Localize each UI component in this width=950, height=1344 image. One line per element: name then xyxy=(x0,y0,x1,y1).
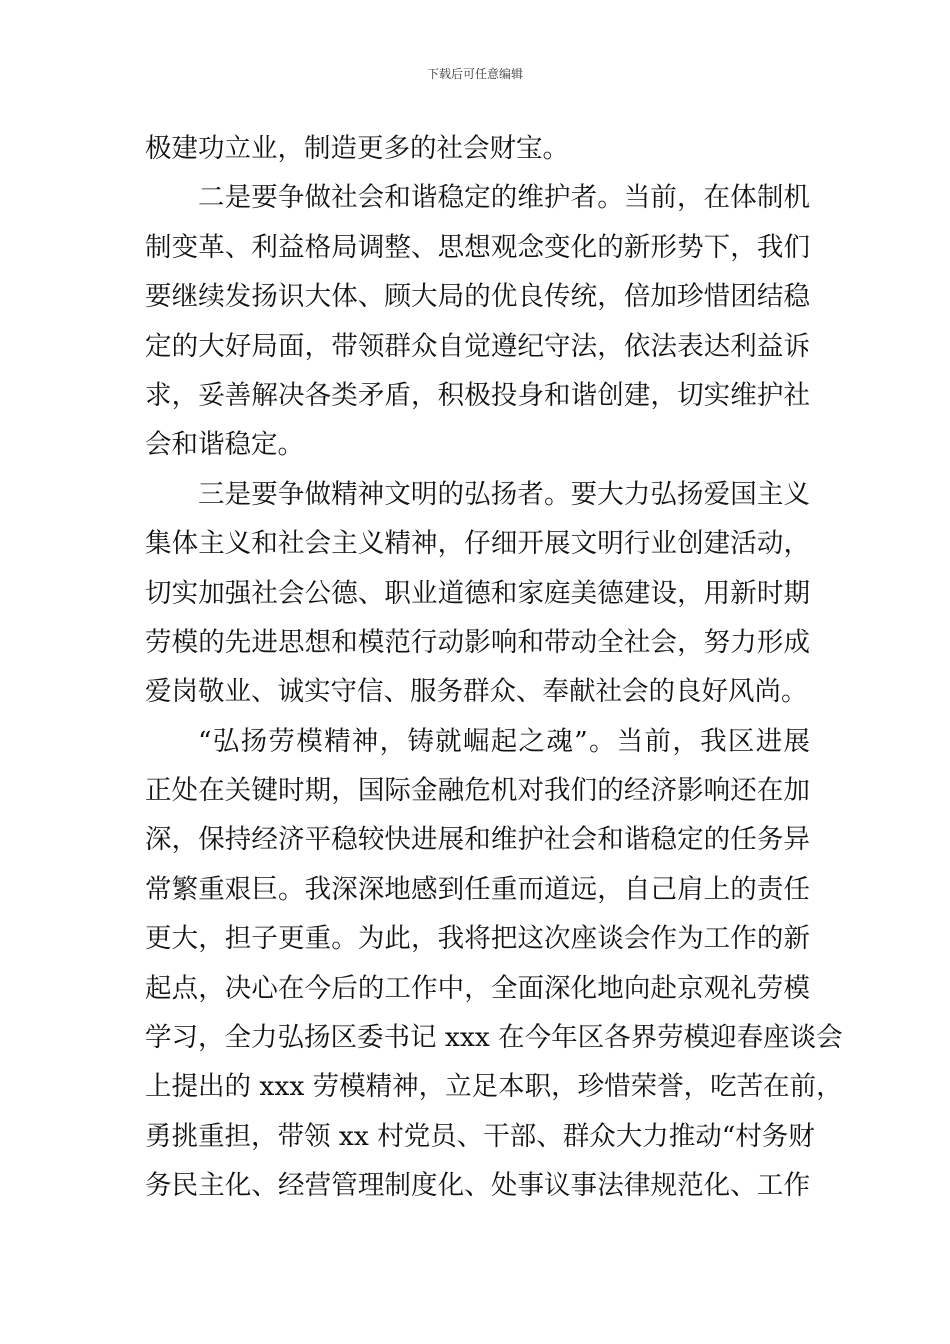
text-line: 深，保持经济平稳较快进展和维护社会和谐稳定的任务异 xyxy=(145,824,810,856)
page-header: 下载后可任意编辑 xyxy=(426,67,523,81)
text-line: 爱岗敬业、诚实守信、服务群众、奉献社会的良好风尚。 xyxy=(145,676,808,708)
text-line: 正处在关键时期，国际金融危机对我们的经济影响还在加 xyxy=(145,775,810,807)
text-line: 制变革、利益格局调整、思想观念变化的新形势下，我们 xyxy=(145,231,810,263)
text-line: 劳模的先进思想和模范行动影响和带动全社会，努力形成 xyxy=(145,626,810,658)
text-line: 勇挑重担，带领 xx 村党员、干部、群众大力推动“村务财 xyxy=(145,1120,815,1152)
document-body xyxy=(145,124,843,1211)
text-line: 要继续发扬识大体、顾大局的优良传统，倍加珍惜团结稳 xyxy=(145,281,810,313)
text-line: 求，妥善解决各类矛盾，积极投身和谐创建，切实维护社 xyxy=(145,379,810,411)
text-line: 三是要争做精神文明的弘扬者。要大力弘扬爱国主义 xyxy=(198,478,810,510)
text-line: 学习，全力弘扬区委书记 xxx 在今年区各界劳模迎春座谈会 xyxy=(145,1022,843,1054)
text-line: 切实加强社会公德、职业道德和家庭美德建设，用新时期 xyxy=(145,577,810,609)
text-line: 更大，担子更重。为此，我将把这次座谈会作为工作的新 xyxy=(145,923,810,955)
text-line: 会和谐稳定。 xyxy=(145,429,304,461)
text-line: 常繁重艰巨。我深深地感到任重而道远，自己肩上的责任 xyxy=(145,873,810,905)
text-line: 定的大好局面，带领群众自觉遵纪守法，依法表达利益诉 xyxy=(145,330,810,362)
text-line: 务民主化、经营管理制度化、处事议事法律规范化、工作 xyxy=(145,1170,810,1202)
text-line: 起点，决心在今后的工作中，全面深化地向赴京观礼劳模 xyxy=(145,972,810,1004)
text-line: “弘扬劳模精神，铸就崛起之魂”。当前，我区进展 xyxy=(198,725,810,757)
text-line: 上提出的 xxx 劳模精神，立足本职，珍惜荣誉，吃苦在前， xyxy=(145,1071,843,1103)
text-line: 二是要争做社会和谐稳定的维护者。当前，在体制机 xyxy=(198,182,810,214)
text-line: 极建功立业，制造更多的社会财宝。 xyxy=(145,133,569,164)
text-line: 集体主义和社会主义精神，仔细开展文明行业创建活动， xyxy=(145,528,810,560)
